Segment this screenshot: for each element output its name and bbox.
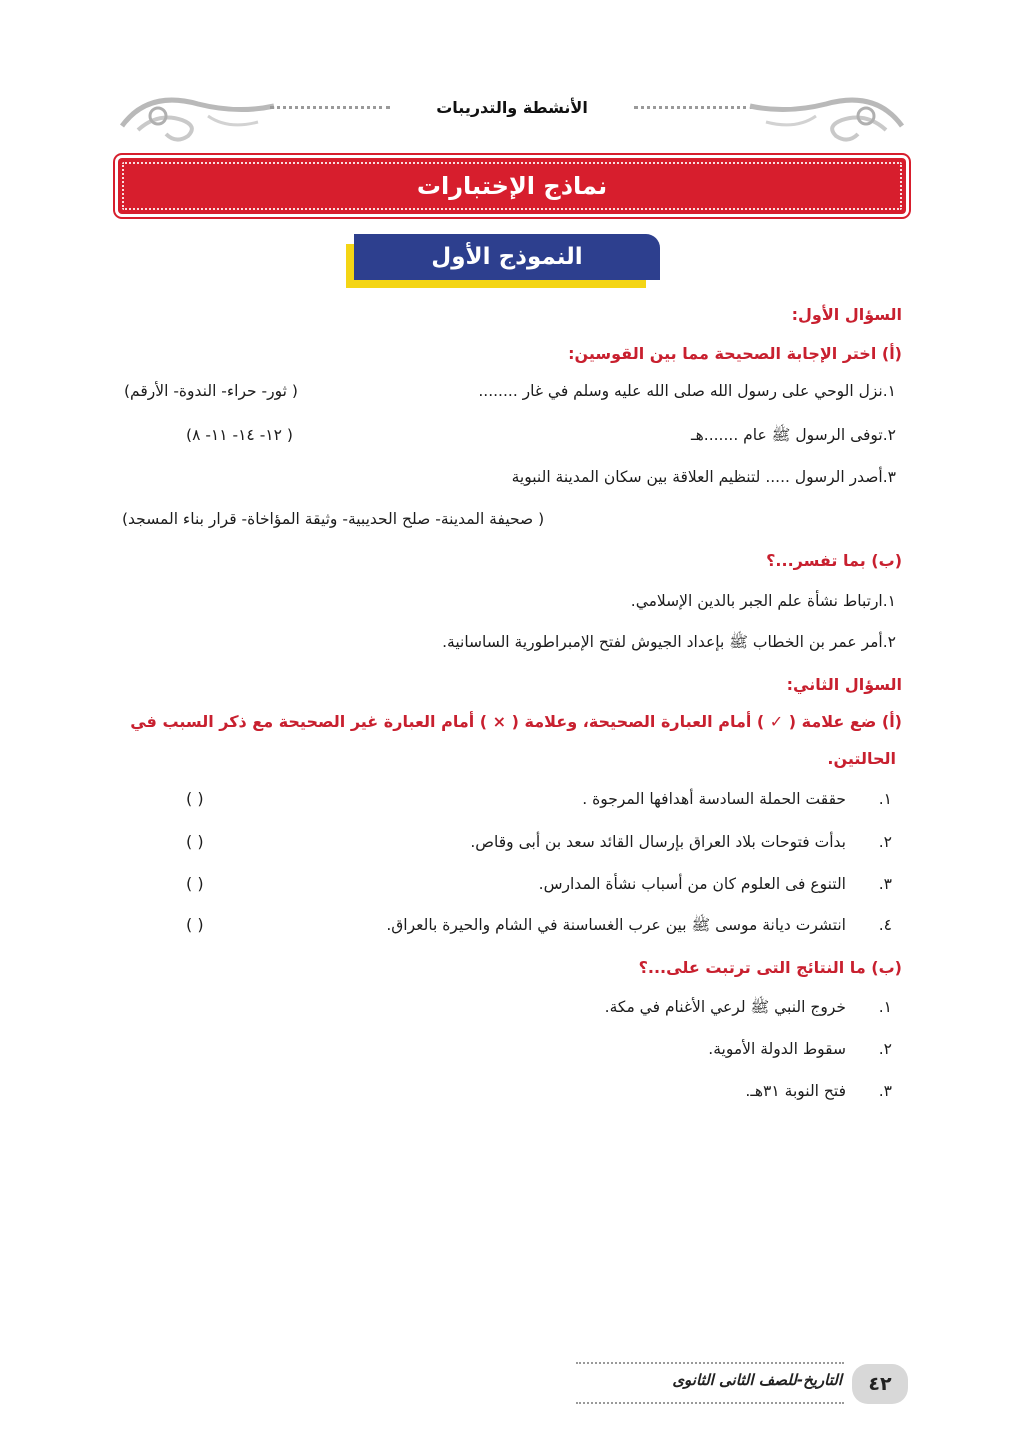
tab-accent-bottom: [346, 280, 646, 288]
q2a-item-3: التنوع فى العلوم كان من أسباب نشأة المدارس.: [538, 875, 846, 893]
q1a-heading: (أ) اختر الإجابة الصحيحة مما بين القوسين:: [568, 344, 902, 363]
q1a-item-1: ١.نزل الوحي على رسول الله صلى الله عليه وسلم في غار ........: [478, 382, 896, 400]
footer-dots-bottom: [576, 1402, 844, 1404]
q1b-item-1: ١.ارتباط نشأة علم الجبر بالدين الإسلامي.: [630, 592, 896, 610]
q1b-item-2: ٢.أمر عمر بن الخطاب ﷺ بإعداد الجيوش لفتح الإمبراطورية الساسانية.: [442, 633, 896, 651]
q1a-item-1-options: ( ثور- حراء- الندوة- الأرقم): [124, 382, 298, 400]
right-ornament-icon: [746, 86, 906, 146]
q2a-item-1-answer: ( ): [186, 789, 204, 808]
q1a-item-2-options: ( ١٢- ١٤- ١١- ٨): [186, 426, 293, 444]
q2a-item-3-answer: ( ): [186, 874, 204, 893]
q2b-item-2: سقوط الدولة الأموية.: [708, 1040, 846, 1058]
q2b-item-2-num: ٢.: [878, 1040, 892, 1058]
q2-heading: السؤال الثاني:: [786, 675, 902, 694]
section-banner: [118, 158, 906, 214]
q2b-item-3-num: ٣.: [878, 1082, 892, 1100]
tab-box: [354, 234, 660, 280]
q2b-heading: (ب) ما النتائج التى ترتبت على...؟: [638, 958, 902, 977]
q2a-item-2-answer: ( ): [186, 832, 204, 851]
model-tab: [346, 234, 662, 288]
header-dots-right: [634, 106, 754, 109]
q1a-item-3-options: ( صحيفة المدينة- صلح الحديبية- وثيقة المؤاخاة- قرار بناء المسجد): [122, 510, 545, 528]
footer-book-title: التاريخ-للصف الثانى الثانوى: [672, 1371, 842, 1389]
running-header: [118, 86, 906, 146]
q2a-heading-line2: الحالتين.: [827, 749, 896, 768]
page-number: ٤٢: [852, 1364, 908, 1404]
q1-heading: السؤال الأول:: [791, 305, 902, 324]
q2a-item-2-num: ٢.: [878, 833, 892, 851]
q1b-heading: (ب) بما تفسر...؟: [766, 551, 902, 570]
model-title: النموذج الأول: [431, 244, 583, 270]
q2a-item-4-num: ٤.: [878, 916, 892, 934]
q2b-item-1-num: ١.: [878, 998, 892, 1016]
q2a-item-2: بدأت فتوحات بلاد العراق بإرسال القائد سعد بن أبى وقاص.: [470, 833, 846, 851]
banner-title: نماذج الإختبارات: [416, 172, 608, 200]
q2a-item-4: انتشرت ديانة موسى ﷺ بين عرب الغساسنة في الشام والحيرة بالعراق.: [386, 916, 846, 934]
q1a-item-3: ٣.أصدر الرسول ..... لتنظيم العلاقة بين سكان المدينة النبوية: [511, 468, 896, 486]
q2b-item-1: خروج النبي ﷺ لرعي الأغنام في مكة.: [604, 998, 846, 1016]
header-title: الأنشطة والتدريبات: [436, 98, 588, 117]
q1a-item-2: ٢.توفى الرسول ﷺ عام .......هـ: [691, 426, 896, 444]
q2a-heading-line1: (أ) ضع علامة ( ✓ ) أمام العبارة الصحيحة، وعلامة ( × ) أمام العبارة غير الصحيحة مع ذكر السبب في: [130, 712, 902, 731]
q2a-item-4-answer: ( ): [186, 915, 204, 934]
q2a-item-1: حققت الحملة السادسة أهدافها المرجوة .: [582, 790, 846, 808]
q2a-item-3-num: ٣.: [878, 875, 892, 893]
footer-dots-top: [576, 1362, 844, 1364]
q2b-item-3: فتح النوبة ٣١هـ.: [745, 1082, 846, 1100]
q2a-item-1-num: ١.: [878, 790, 892, 808]
